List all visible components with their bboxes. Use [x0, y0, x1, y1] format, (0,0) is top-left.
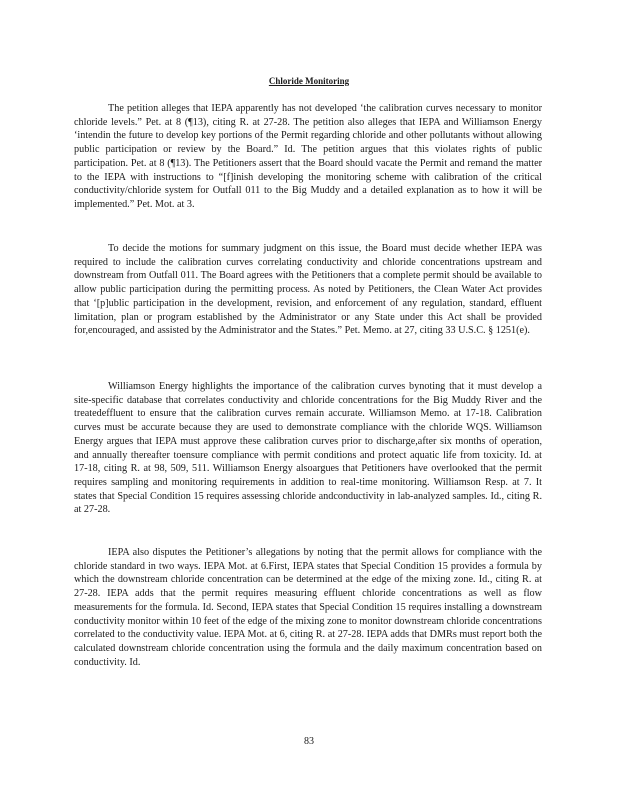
paragraph-text: The petition alleges that IEPA apparently has not developed ‘the calibration curves necessary to monitor chloride levels.” Pet. at 8 (¶13), citing R. at 27-28. The petition also alleges that IEPA and Williamson Energy ‘intendin the future to develop key portions of the Permit regarding chloride and other pollutants without allowing public participation or review by the Board.” Id. The petition argues that this violates rights of public participation. Pet. at 8 (¶13). The Petitioners assert that the Board should vacate the Permit and remand the matter to the IEPA with instructions to “[f]inish developing the monitoring scheme with calibration of the critical conductivity/chloride system for Outfall 011 to the Big Muddy and a detailed explanation as to how it will be implemented.” Pet. Mot. at 3. [74, 103, 542, 210]
section-heading-text: Chloride Monitoring [268, 76, 350, 86]
paragraph-board-decision [74, 242, 542, 352]
paragraph-text: IEPA also disputes the Petitioner’s allegations by noting that the permit allows for compliance with the chloride standard in two ways. IEPA Mot. at 6.First, IEPA states that Special Condition 15 provides a formula by which the downstream chloride concentration can be determined at the edge of the mixing zone. Id., citing R. at 27-28. IEPA adds that the permit requires measuring effluent chloride concentrations as well as flow measurements for the formula. Id. Second, IEPA states that Special Condition 15 requires installing a downstream conductivity monitor within 10 feet of the edge of the mixing zone to monitor downstream chloride concentrations correlated to the conductivity value. IEPA Mot. at 6, citing R. at 27-28. IEPA adds that DMRs must report both the calculated downstream chloride concentration using the formula and the daily maximum concentration based on conductivity. Id. [74, 547, 542, 668]
paragraph-public-participation-allegation [74, 102, 542, 225]
section-heading [0, 76, 618, 87]
paragraph-text: To decide the motions for summary judgment on this issue, the Board must decide whether IEPA was required to include the calibration curves correlating conductivity and chloride concentrations upstream and downstream from Outfall 011. The Board agrees with the Petitioners that a complete permit should be available to allow public participation during the permitting process. As noted by Petitioners, the Clean Water Act provides that ‘[p]ublic participation in the development, revision, and enforcement of any regulation, standard, effluent limitation, plan or program established by the Administrator or any State under this Act shall be provided for,encouraged, and assisted by the Administrator and the States.” Pet. Memo. at 27, citing 33 U.S.C. § 1251(e). [74, 243, 542, 337]
paragraph-text: Williamson Energy highlights the importance of the calibration curves bynoting that it must develop a site-specific database that correlates conductivity and chloride concentrations for the Big Muddy River and the treatedeffluent to ensure that the calibration curves remain accurate. Williamson Memo. at 17-18. Calibration curves must be accurate because they are used to demonstrate compliance with the chloride WQS. Williamson Energy argues that IEPA must approve these calibration curves prior to discharge,after six months of operation, and annually thereafter toensure compliance with permit conditions and protect aquatic life from toxicity. Id. at 17-18, citing R. at 98, 509, 511. Williamson Energy alsoargues that Petitioners have overlooked that the permit requires sampling and monitoring requirements in addition to real-time monitoring. Williamson Resp. at 7. It states that Special Condition 15 requires assessing chloride andconductivity in lab-analyzed samples. Id., citing R. at 27-28. [74, 381, 542, 516]
paragraph-williamson-energy-argument [74, 380, 542, 531]
page-number: 83 [304, 736, 314, 747]
paragraph-iepa-dispute [74, 546, 542, 683]
